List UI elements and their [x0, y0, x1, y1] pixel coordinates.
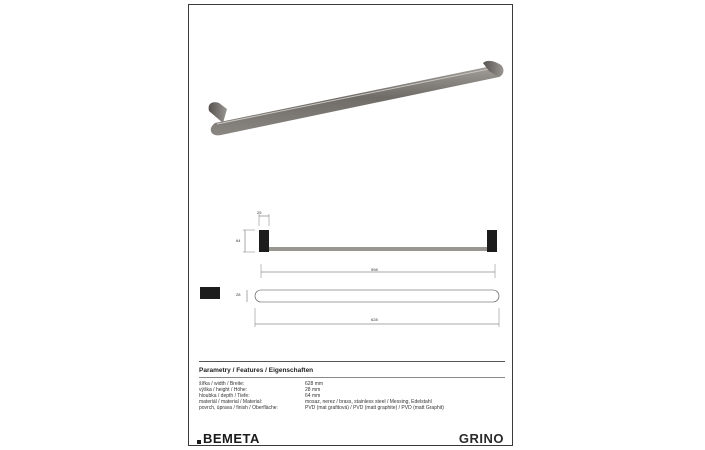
divider	[199, 361, 505, 362]
technical-drawing	[233, 208, 503, 328]
product-sheet	[188, 4, 513, 446]
spec-value: mosaz, nerez / brass, stainless steel / Messing, Edelstahl	[305, 399, 432, 405]
end-view-block	[200, 287, 222, 301]
spec-value: 628 mm	[305, 381, 324, 387]
spec-value: PVD (mat grafitová) / PVD (matt graphite) / PVD (matt Graphit)	[305, 405, 444, 411]
dim-label-height: 64	[236, 238, 241, 243]
brand-mark-icon	[197, 440, 201, 444]
dim-label-bar-length: 598	[371, 267, 378, 272]
spec-value: 28 mm	[305, 387, 321, 393]
specs-divider	[199, 377, 505, 378]
product-image	[199, 53, 509, 145]
specs-table	[199, 381, 505, 421]
brand-logo	[197, 431, 260, 446]
spec-label: povrch, úprava / finish / Oberfläche:	[199, 405, 278, 411]
spec-value: 64 mm	[305, 393, 321, 399]
dim-label-total-length: 628	[371, 317, 378, 322]
spec-label: výška / height / Höhe:	[199, 387, 248, 393]
brand-name: BEMETA	[203, 431, 260, 446]
spec-label: šířka / width / Breite:	[199, 381, 245, 387]
spec-label: materiál / material / Material:	[199, 399, 263, 405]
specs-title: Parametry / Features / Eigenschaften	[199, 367, 314, 374]
dim-label-width-top: 25	[257, 210, 262, 215]
dim-label-depth: 28	[236, 292, 241, 297]
product-name: GRINO	[458, 431, 504, 446]
spec-label: hloubka / depth / Tiefe:	[199, 393, 250, 399]
